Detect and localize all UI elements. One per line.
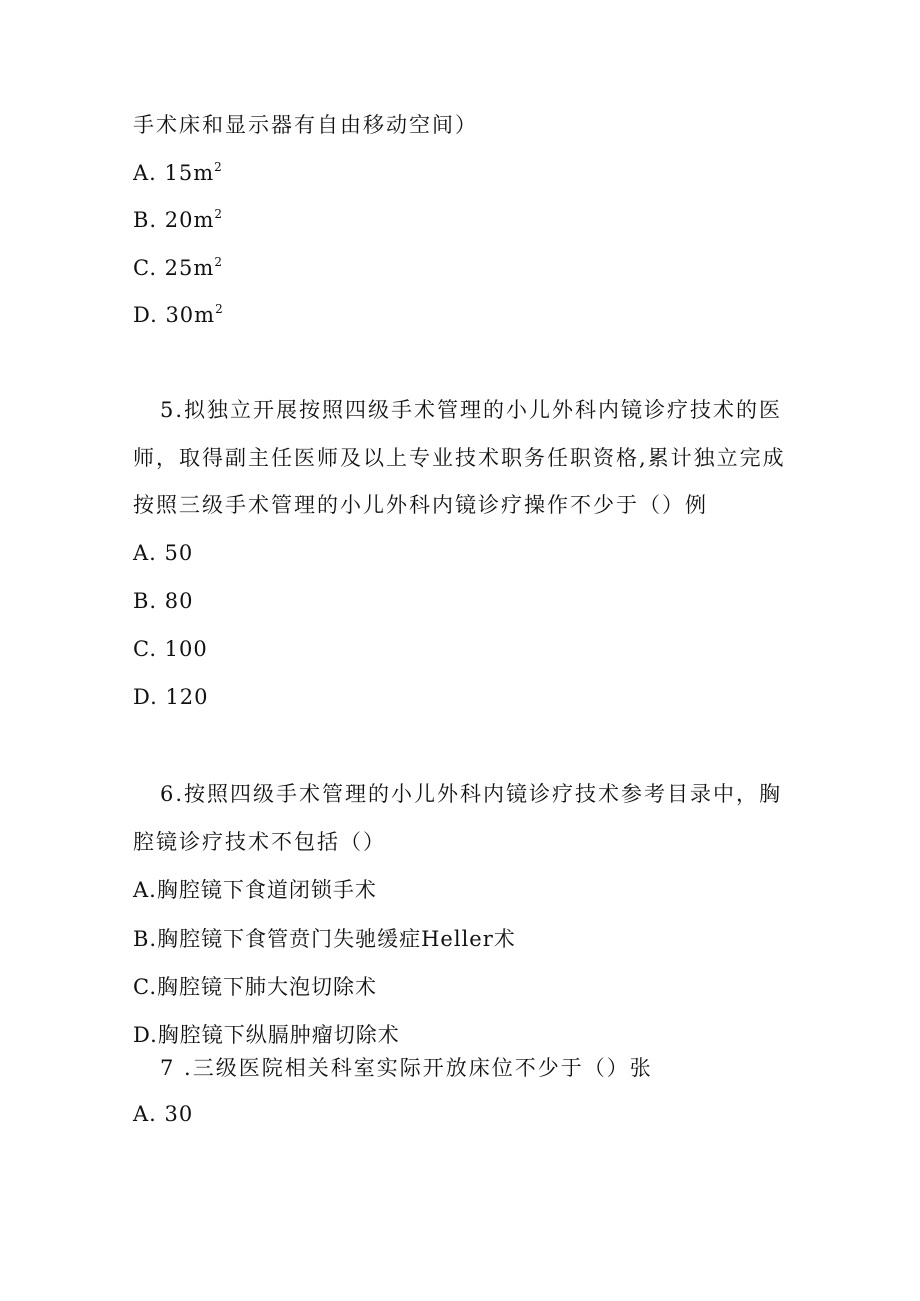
- q4-option-b: B. $20m^2$: [133, 207, 224, 232]
- q6-option-b: B.胸腔镜下食管贲门失驰缓症Heller术: [133, 927, 516, 951]
- q6-stem-line-2: 腔镜诊疗技术不包括（）: [133, 830, 386, 854]
- q4-option-a: A. $15m^2$: [133, 160, 223, 185]
- q5-option-c: C. 100: [133, 637, 208, 661]
- q5-stem-line-1: 5.拟独立开展按照四级手术管理的小儿外科内镜诊疗技术的医: [160, 398, 783, 422]
- q4-stem-tail: 手术床和显示器有自由移动空间）: [133, 113, 478, 137]
- q6-option-c: C.胸腔镜下肺大泡切除术: [133, 975, 377, 999]
- q6-option-a: A.胸腔镜下食道闭锁手术: [133, 878, 377, 902]
- q5-option-a: A. 50: [133, 541, 194, 565]
- q5-option-d: D. 120: [133, 685, 209, 709]
- q5-option-b: B. 80: [133, 589, 194, 613]
- q5-stem-line-2: 师，取得副主任医师及以上专业技术职务任职资格,累计独立完成: [133, 446, 786, 470]
- q5-stem-line-3: 按照三级手术管理的小儿外科内镜诊疗操作不少于（）例: [133, 493, 708, 517]
- q6-option-d: D.胸腔镜下纵膈肿瘤切除术: [133, 1023, 400, 1047]
- q7-stem-line-1: 7 .三级医院相关科室实际开放床位不少于（）张: [160, 1056, 653, 1080]
- q6-stem-line-1: 6.按照四级手术管理的小儿外科内镜诊疗技术参考目录中，胸: [160, 782, 783, 806]
- q4-option-d: D. $30m^2$: [133, 302, 224, 327]
- q7-option-a: A. 30: [133, 1102, 194, 1126]
- q4-option-c: C. $25m^2$: [133, 255, 223, 280]
